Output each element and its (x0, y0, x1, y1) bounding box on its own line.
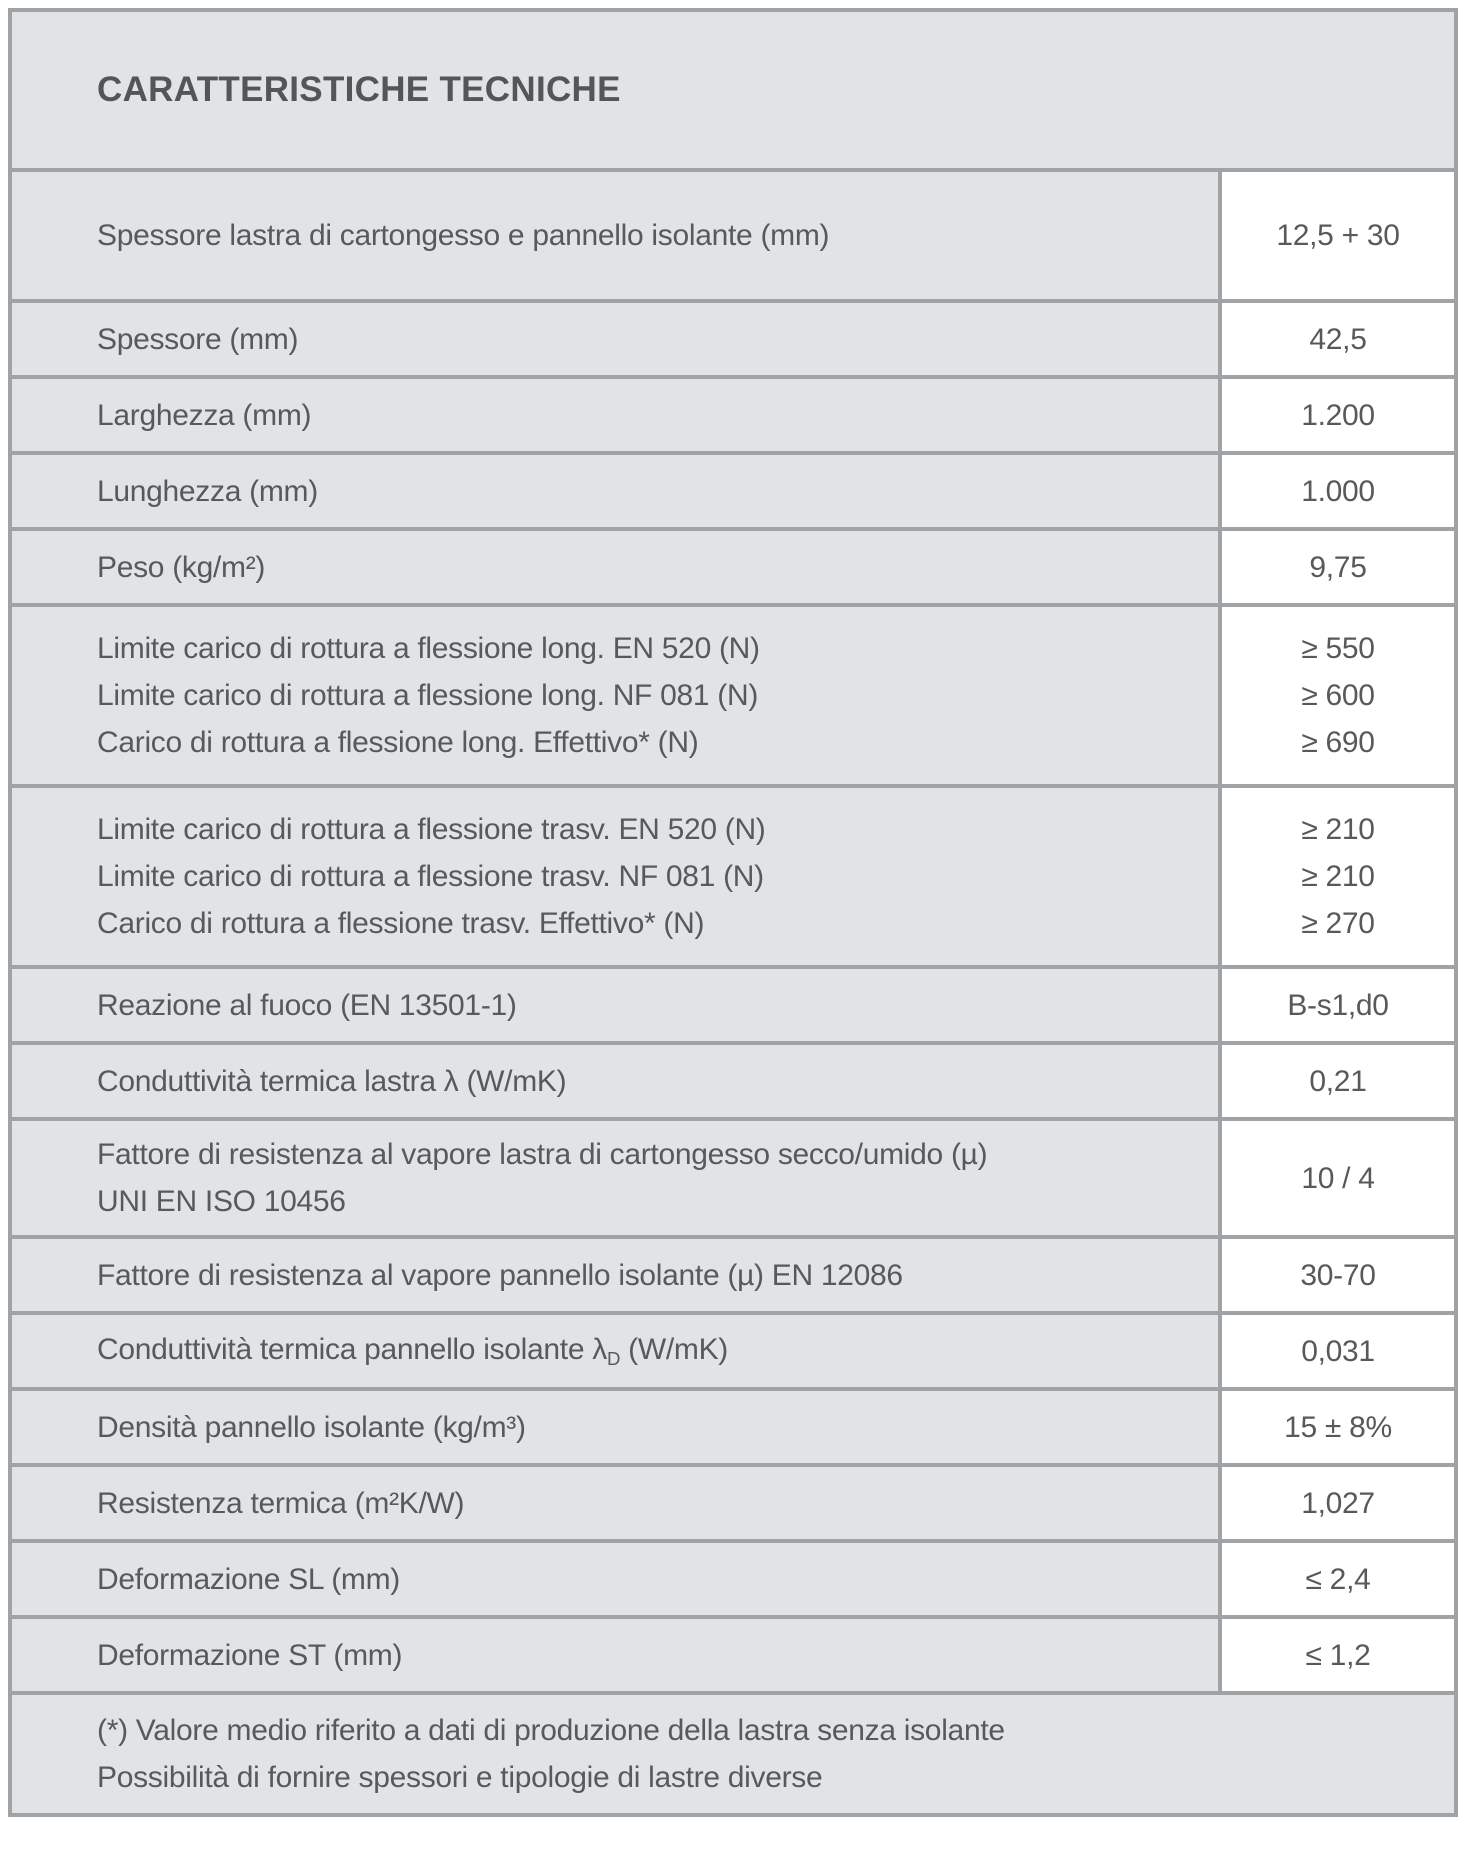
table-footnote (12, 1691, 1454, 1813)
table-row (12, 1311, 1454, 1387)
row-label-line: Fattore di resistenza al vapore lastra di cartongesso secco/umido (µ) (97, 1138, 988, 1171)
row-value (1218, 1543, 1454, 1615)
row-value-line: 10 / 4 (1301, 1161, 1375, 1195)
table-row (12, 965, 1454, 1041)
row-value (1218, 1045, 1454, 1117)
row-label (12, 531, 1218, 603)
row-label (12, 1045, 1218, 1117)
table-body (12, 168, 1454, 1691)
row-value (1218, 1467, 1454, 1539)
row-value (1218, 379, 1454, 451)
row-label-line: Lunghezza (mm) (97, 474, 318, 508)
row-value-line: 12,5 + 30 (1276, 219, 1400, 252)
table-row (12, 784, 1454, 965)
row-label-line: Reazione al fuoco (EN 13501-1) (97, 988, 517, 1022)
label-text: (W/mK) (620, 1333, 728, 1366)
footnote-line: Possibilità di fornire spessori e tipologie di lastre diverse (97, 1761, 823, 1794)
label-subscript: D (606, 1348, 621, 1370)
row-label (12, 1619, 1218, 1691)
table-row (12, 299, 1454, 375)
table-row (12, 451, 1454, 527)
row-value (1218, 607, 1454, 784)
row-value (1218, 531, 1454, 603)
row-label (12, 607, 1218, 784)
row-value (1218, 1239, 1454, 1311)
row-label (12, 1467, 1218, 1539)
row-value-line: ≥ 600 (1301, 679, 1375, 712)
row-label (12, 1121, 1218, 1235)
row-value (1218, 1619, 1454, 1691)
row-value-line: ≥ 210 (1301, 813, 1375, 846)
table-row (12, 527, 1454, 603)
row-label-line: Resistenza termica (m²K/W) (97, 1486, 465, 1520)
row-label (12, 969, 1218, 1041)
row-label (12, 1543, 1218, 1615)
table-row (12, 1117, 1454, 1235)
technical-specs-table (8, 8, 1458, 1817)
label-text: Conduttività termica pannello isolante λ (97, 1333, 607, 1366)
row-value (1218, 455, 1454, 527)
row-value-line: ≤ 1,2 (1305, 1638, 1371, 1672)
row-label (12, 172, 1218, 299)
row-label-line: Limite carico di rottura a flessione trasv. NF 081 (N) (97, 860, 764, 893)
row-value-line: 0,21 (1309, 1064, 1367, 1098)
row-value-line: ≥ 690 (1301, 726, 1375, 759)
row-value (1218, 969, 1454, 1041)
row-value (1218, 788, 1454, 965)
row-label-line: UNI EN ISO 10456 (97, 1185, 346, 1218)
table-row (12, 1539, 1454, 1615)
row-label-line: Spessore (mm) (97, 322, 299, 356)
row-label-line: Larghezza (mm) (97, 398, 312, 432)
table-title: CARATTERISTICHE TECNICHE (97, 70, 621, 109)
row-value-line: 1.200 (1301, 398, 1375, 432)
row-label-line: Densità pannello isolante (kg/m³) (97, 1410, 526, 1444)
row-label-line: Fattore di resistenza al vapore pannello isolante (µ) EN 12086 (97, 1258, 903, 1292)
row-label-line: Conduttività termica lastra λ (W/mK) (97, 1064, 567, 1098)
row-label (12, 788, 1218, 965)
footnote-line: (*) Valore medio riferito a dati di produzione della lastra senza isolante (97, 1714, 1005, 1747)
row-label-line: Limite carico di rottura a flessione long. EN 520 (N) (97, 632, 760, 665)
row-value (1218, 1391, 1454, 1463)
table-row (12, 375, 1454, 451)
row-label-line: Spessore lastra di cartongesso e pannello isolante (mm) (97, 219, 830, 252)
table-row (12, 1463, 1454, 1539)
table-row (12, 1387, 1454, 1463)
row-value (1218, 172, 1454, 299)
row-label-line (97, 1326, 1194, 1376)
row-value-line: 1.000 (1301, 474, 1375, 508)
row-value-line: ≥ 210 (1301, 860, 1375, 893)
row-label (12, 1239, 1218, 1311)
row-value-line: ≥ 270 (1301, 907, 1375, 940)
row-label (12, 379, 1218, 451)
row-value-line: 15 ± 8% (1284, 1410, 1392, 1444)
row-value-line: 1,027 (1301, 1486, 1375, 1520)
table-row (12, 603, 1454, 784)
row-value-line: 0,031 (1301, 1334, 1375, 1368)
row-label (12, 1315, 1218, 1387)
table-row (12, 1041, 1454, 1117)
table-row (12, 1615, 1454, 1691)
row-value-line: 42,5 (1309, 322, 1367, 356)
row-label-line: Carico di rottura a flessione trasv. Effettivo* (N) (97, 907, 705, 940)
row-value-line: ≤ 2,4 (1305, 1562, 1371, 1596)
row-label (12, 455, 1218, 527)
row-value-line: ≥ 550 (1301, 632, 1375, 665)
row-label-line: Deformazione ST (mm) (97, 1638, 403, 1672)
row-value-line: B-s1,d0 (1287, 988, 1389, 1022)
row-value (1218, 1315, 1454, 1387)
row-label-line: Carico di rottura a flessione long. Effettivo* (N) (97, 726, 699, 759)
table-row (12, 1235, 1454, 1311)
row-label-line: Peso (kg/m²) (97, 550, 266, 584)
row-label-line: Limite carico di rottura a flessione long. NF 081 (N) (97, 679, 759, 712)
row-value-line: 30-70 (1300, 1258, 1376, 1292)
row-value (1218, 1121, 1454, 1235)
row-label (12, 1391, 1218, 1463)
row-label-line: Limite carico di rottura a flessione trasv. EN 520 (N) (97, 813, 766, 846)
row-label-line: Deformazione SL (mm) (97, 1562, 400, 1596)
row-label (12, 303, 1218, 375)
table-row (12, 168, 1454, 299)
row-value (1218, 303, 1454, 375)
row-value-line: 9,75 (1309, 550, 1367, 584)
table-header (12, 12, 1454, 168)
